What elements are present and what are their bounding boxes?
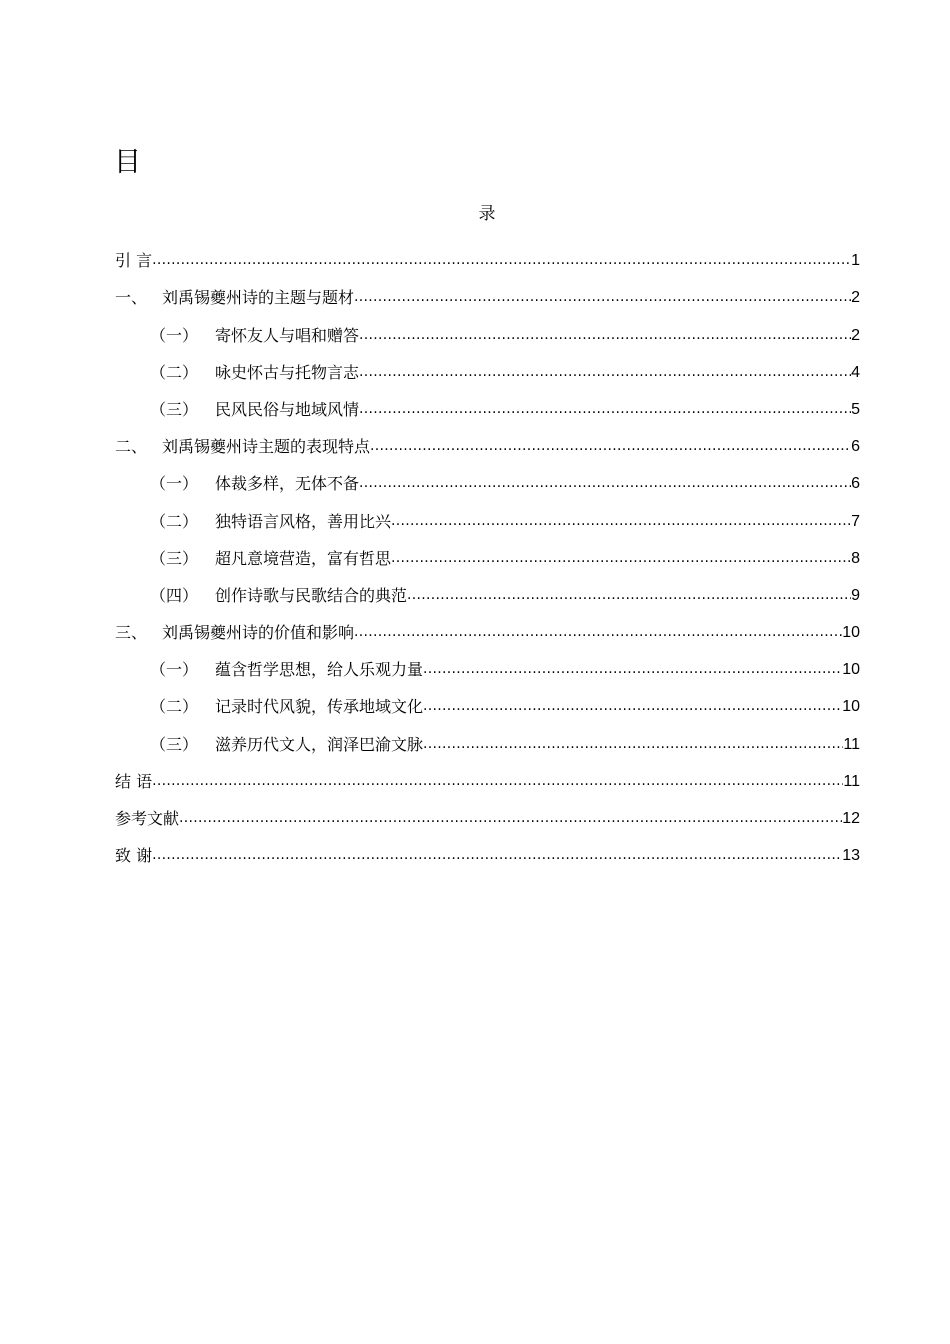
toc-entry-number: （三） [150, 734, 199, 754]
toc-entry-title: 刘禹锡夔州诗主题的表现特点 [162, 437, 371, 457]
toc-entry-title: 超凡意境营造，富有哲思 [215, 548, 392, 568]
toc-dot-leader [359, 399, 851, 419]
toc-entry[interactable] [115, 496, 860, 533]
toc-entry-page: 10 [842, 698, 860, 716]
toc-entry[interactable] [115, 236, 860, 273]
toc-entry-page: 10 [842, 661, 860, 679]
toc-entry-page: 2 [851, 289, 860, 307]
toc-entry-page: 1 [851, 252, 860, 270]
toc-entry-title: 引 言 [115, 251, 153, 271]
toc-entry[interactable] [115, 645, 860, 682]
toc-entry-number: （一） [150, 325, 199, 345]
toc-entry-number: （二） [150, 362, 199, 382]
toc-entry-page: 9 [851, 586, 860, 604]
toc-entry-page: 10 [842, 624, 860, 642]
toc-dot-leader [391, 548, 851, 568]
toc-entry-title: 参考文献 [115, 809, 180, 828]
toc-entry-page: 2 [851, 326, 860, 344]
toc-dot-leader [354, 287, 851, 307]
toc-entry-page: 11 [843, 735, 860, 753]
toc-entry-number: （三） [150, 548, 199, 568]
toc-entry-title: 结 语 [115, 771, 153, 791]
table-of-contents [115, 236, 860, 868]
toc-entry-page: 5 [851, 400, 860, 418]
toc-heading-first-char: 目 [114, 147, 141, 178]
toc-dot-leader [370, 436, 851, 456]
toc-entry[interactable] [115, 682, 860, 719]
toc-entry-number: （一） [150, 660, 199, 680]
toc-entry-number: 一、 [115, 288, 148, 308]
toc-entry[interactable] [115, 310, 860, 347]
toc-entry-page: 7 [851, 512, 860, 530]
toc-entry[interactable] [115, 422, 860, 459]
toc-entry-number: 二、 [115, 437, 148, 457]
toc-dot-leader [359, 473, 851, 493]
toc-dot-leader [152, 771, 843, 791]
toc-dot-leader [179, 808, 842, 828]
toc-dot-leader [152, 250, 851, 270]
toc-entry[interactable] [115, 608, 860, 645]
toc-entry[interactable] [115, 459, 860, 496]
toc-dot-leader [423, 696, 842, 716]
toc-entry-number: （一） [150, 474, 199, 494]
toc-entry-title: 致 谢 [115, 846, 153, 866]
toc-entry-title: 创作诗歌与民歌结合的典范 [215, 585, 408, 605]
toc-entry-title: 独特语言风格，善用比兴 [215, 511, 392, 531]
toc-entry[interactable] [115, 385, 860, 422]
toc-entry-page: 12 [842, 810, 860, 827]
toc-entry-title: 寄怀友人与唱和赠答 [215, 325, 360, 345]
toc-dot-leader [359, 362, 851, 382]
toc-entry-page: 11 [843, 772, 860, 790]
toc-entry[interactable] [115, 571, 860, 608]
toc-entry-title: 民风民俗与地域风情 [215, 399, 360, 419]
toc-entry[interactable] [115, 273, 860, 310]
toc-entry-page: 6 [851, 438, 860, 456]
toc-entry-title: 刘禹锡夔州诗的价值和影响 [162, 623, 355, 643]
toc-entry-number: （三） [150, 399, 199, 419]
toc-dot-leader [407, 585, 851, 605]
toc-entry-page: 13 [842, 847, 860, 865]
toc-entry-title: 蕴含哲学思想，给人乐观力量 [215, 660, 424, 680]
toc-entry[interactable] [115, 719, 860, 756]
toc-entry[interactable] [115, 534, 860, 571]
toc-entry-title: 咏史怀古与托物言志 [215, 362, 360, 382]
toc-entry-title: 体裁多样，无体不备 [215, 474, 360, 494]
toc-dot-leader [354, 622, 842, 642]
toc-entry-title: 记录时代风貌，传承地域文化 [215, 697, 424, 717]
toc-entry-number: （二） [150, 511, 199, 531]
toc-dot-leader [359, 325, 851, 345]
toc-entry-page: 8 [851, 549, 860, 567]
toc-entry-number: （二） [150, 697, 199, 717]
toc-entry[interactable] [115, 757, 860, 794]
toc-entry-title: 刘禹锡夔州诗的主题与题材 [162, 288, 355, 308]
toc-entry-page: 4 [851, 363, 860, 381]
toc-entry-page: 6 [851, 475, 860, 493]
toc-dot-leader [391, 511, 851, 531]
toc-entry-title: 滋养历代文人，润泽巴渝文脉 [215, 734, 424, 754]
toc-dot-leader [152, 845, 842, 865]
toc-dot-leader [423, 659, 842, 679]
toc-entry[interactable] [115, 831, 860, 868]
toc-entry[interactable] [115, 348, 860, 385]
toc-entry-number: （四） [150, 585, 199, 605]
toc-entry[interactable] [115, 794, 860, 831]
toc-dot-leader [423, 734, 843, 754]
toc-entry-number: 三、 [115, 623, 148, 643]
toc-heading-second-char: 录 [478, 204, 496, 224]
